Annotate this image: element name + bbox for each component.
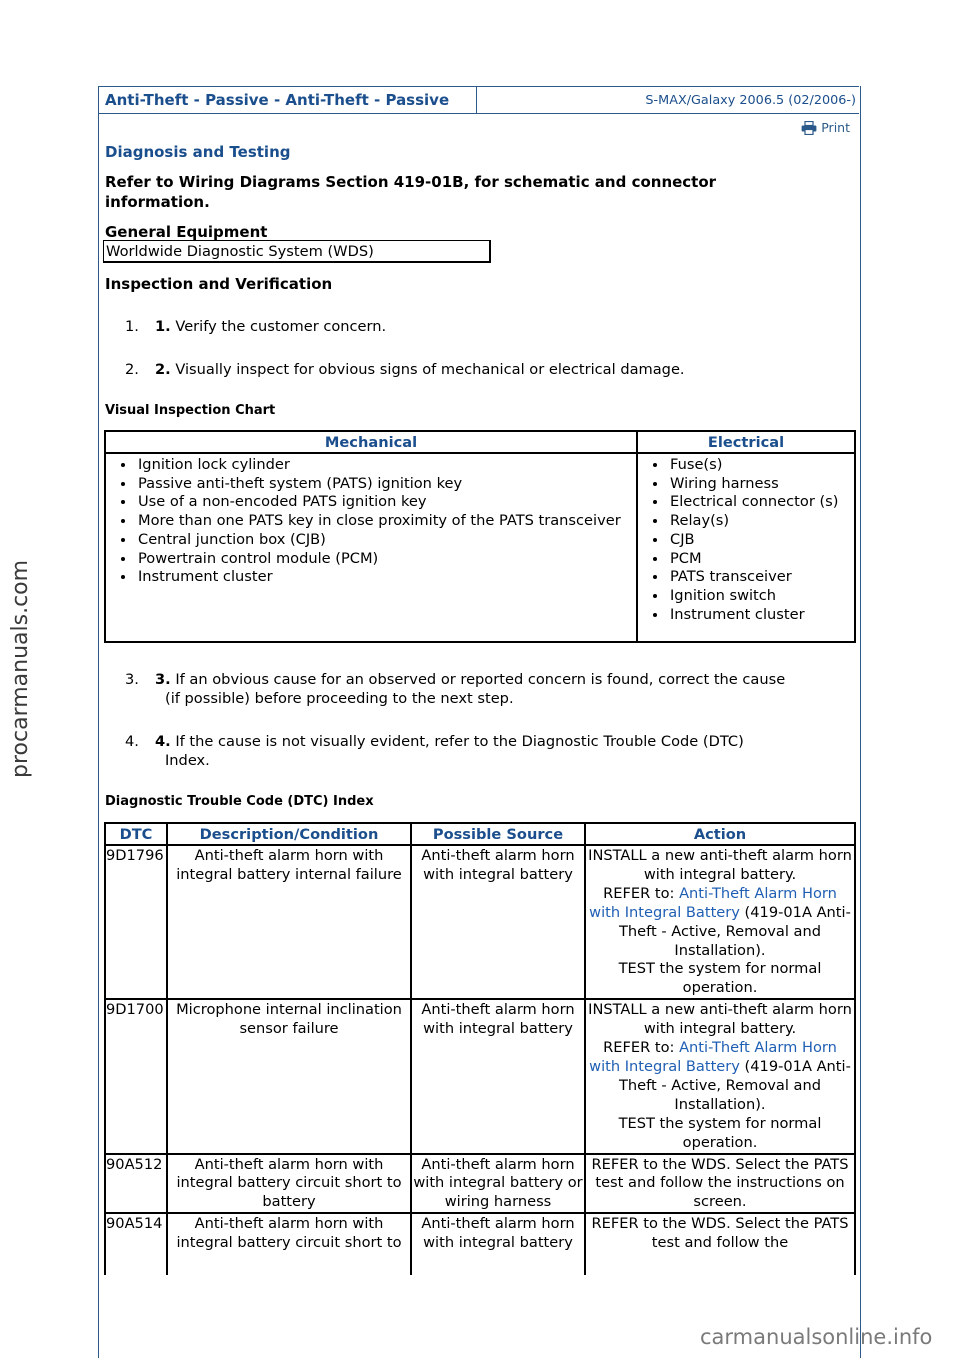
dtc-code: 9D1700 [105,999,167,1153]
general-equipment-heading: General Equipment [105,223,268,241]
list-item: • Fuse(s) [668,456,850,475]
dtc-code: 90A512 [105,1154,167,1214]
manual-page [98,86,861,1358]
step-marker: 1. [125,318,139,335]
step-marker: 4. [125,733,139,750]
printer-icon [801,121,817,135]
table-row [105,1154,855,1214]
wiring-reference: Refer to Wiring Diagrams Section 419-01B, for schematic and connector information. [105,173,717,211]
dtc-description: Anti-theft alarm horn with integral battery circuit short to [167,1213,411,1275]
dtc-description: Microphone internal inclination sensor failure [167,999,411,1153]
action-test: TEST the system for normal operation. [618,1114,822,1151]
list-item: • Relay(s) [668,512,850,531]
step-number: 4. [155,733,171,750]
step-marker: 3. [125,671,139,688]
mechanical-header: Mechanical [105,431,637,453]
dtc-code: 90A514 [105,1213,167,1275]
section-title: Diagnosis and Testing [105,143,291,161]
step-number: 3. [155,671,171,688]
procedure-link[interactable]: Anti-Theft Alarm Horn with Integral Battery [589,884,837,921]
action-refer: REFER to: [603,1039,680,1057]
print-label: Print [821,120,850,135]
description-header: Description/Condition [167,823,411,845]
dtc-action: REFER to the WDS. Select the PATS test and follow the [585,1213,855,1275]
list-item: • Ignition switch [668,587,850,606]
dtc-source: Anti-theft alarm horn with integral battery [411,999,585,1153]
source-header: Possible Source [411,823,585,845]
step-text-continued: (if possible) before proceeding to the next step. [165,690,514,707]
print-button[interactable] [801,120,850,135]
step-text: If an obvious cause for an observed or reported concern is found, correct the cause [170,671,786,688]
step-number: 2. [155,361,171,378]
dtc-index-table [104,822,856,1275]
list-item: • Ignition lock cylinder [136,456,632,475]
vehicle-model: S-MAX/Galaxy 2006.5 (02/2006-) [645,93,856,108]
page-title: Anti-Theft - Passive - Anti-Theft - Passive [99,87,477,113]
step-number: 1. [155,318,171,335]
list-item: • CJB [668,531,850,550]
action-install: INSTALL a new anti-theft alarm horn with integral battery. [588,1001,852,1038]
list-item: • PCM [668,550,850,569]
list-item: • More than one PATS key in close proximity of the PATS transceiver [136,512,632,531]
list-item: • PATS transceiver [668,568,850,587]
dtc-action: REFER to the WDS. Select the PATS test and follow the instructions on screen. [585,1154,855,1214]
list-item: • Wiring harness [668,475,850,494]
list-item: • Passive anti-theft system (PATS) ignition key [136,475,632,494]
action-reference: (419-01A Anti-Theft - Active, Removal and Installation). [618,1057,851,1113]
list-item: • Use of a non-encoded PATS ignition key [136,493,632,512]
step-text: Verify the customer concern. [170,318,387,335]
list-item: • Instrument cluster [668,606,850,625]
page-header [99,86,859,114]
inspection-heading: Inspection and Verification [105,275,333,293]
electrical-header: Electrical [637,431,855,453]
side-watermark-text: procarmanuals.com [8,559,33,778]
action-reference: (419-01A Anti-Theft - Active, Removal and Installation). [618,903,851,959]
mechanical-cell [105,453,637,642]
dtc-description: Anti-theft alarm horn with integral battery circuit short to battery [167,1154,411,1214]
dtc-index-title: Diagnostic Trouble Code (DTC) Index [105,794,374,809]
action-header: Action [585,823,855,845]
dtc-source: Anti-theft alarm horn with integral battery [411,1213,585,1275]
dtc-header: DTC [105,823,167,845]
list-item: • Instrument cluster [136,568,632,587]
dtc-description: Anti-theft alarm horn with integral battery internal failure [167,845,411,999]
list-item: • Electrical connector (s) [668,493,850,512]
table-row [105,1213,855,1275]
dtc-source: Anti-theft alarm horn with integral battery [411,845,585,999]
action-refer: REFER to: [603,884,680,902]
dtc-code: 9D1796 [105,845,167,999]
equipment-item: Worldwide Diagnostic System (WDS) [103,240,491,263]
table-row [105,845,855,999]
dtc-source: Anti-theft alarm horn with integral battery or wiring harness [411,1154,585,1214]
electrical-list [642,456,850,624]
step-marker: 2. [125,361,139,378]
step-text-continued: Index. [165,752,210,769]
table-row [105,999,855,1153]
list-item: • Powertrain control module (PCM) [136,550,632,569]
visual-chart-title: Visual Inspection Chart [105,403,276,418]
footer-watermark: carmanualsonline.info [700,1325,933,1349]
electrical-cell [637,453,855,642]
step-text: If the cause is not visually evident, refer to the Diagnostic Trouble Code (DTC) [170,733,744,750]
action-test: TEST the system for normal operation. [618,960,822,997]
list-item: • Central junction box (CJB) [136,531,632,550]
action-install: INSTALL a new anti-theft alarm horn with integral battery. [588,847,852,883]
procedure-link[interactable]: Anti-Theft Alarm Horn with Integral Battery [589,1039,837,1075]
dtc-action [585,999,855,1153]
visual-inspection-table [104,430,856,643]
dtc-action [585,845,855,999]
step-text: Visually inspect for obvious signs of mechanical or electrical damage. [170,361,685,378]
mechanical-list [110,456,632,587]
